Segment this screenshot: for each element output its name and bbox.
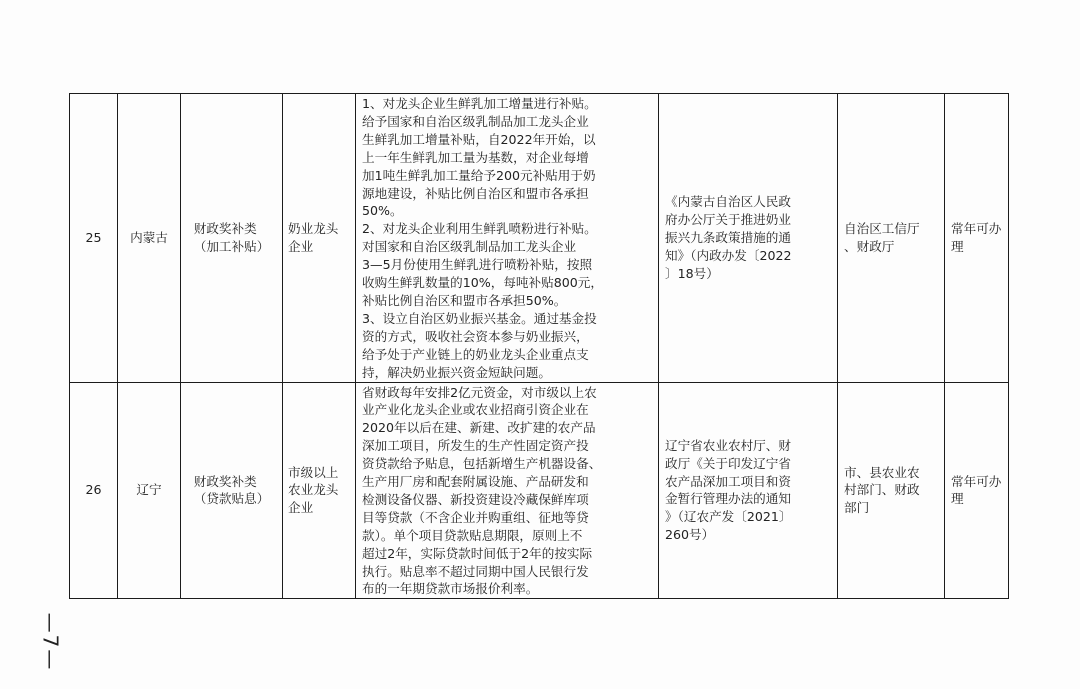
target-cell: 市级以上 农业龙头 企业: [283, 382, 356, 599]
department-cell: 自治区工信厅 、财政厅: [838, 94, 945, 383]
policy-basis-cell: 辽宁省农业农村厅、财 政厅《关于印发辽宁省 农产品深加工项目和资 金暂行管理办法的通知 》（辽农产发〔2021〕 260号）: [659, 382, 838, 599]
policy-table: [69, 93, 1009, 599]
handling-time-cell: 常年可办理: [945, 94, 1009, 383]
table-row: [70, 94, 1009, 383]
policy-type-cell: 财政奖补类 （贷款贴息）: [181, 382, 283, 599]
page-number: —7—: [38, 612, 63, 672]
table-row: [70, 382, 1009, 599]
department-cell: 市、县农业农 村部门、财政 部门: [838, 382, 945, 599]
region-cell: 辽宁: [118, 382, 181, 599]
policy-content-cell: 1、对龙头企业生鲜乳加工增量进行补贴。 给予国家和自治区级乳制品加工龙头企业 生鲜乳加工增量补贴，自2022年开始，以 上一年生鲜乳加工量为基数，对企业每增 加1吨生鲜乳加工量给予200元补贴用于奶 源地建设，补贴比例自治区和盟市各承担 50%。 2、对龙头企业利用生鲜乳喷粉进行补贴。 对国家和自治区级乳制品加工龙头企业 3—5月份使用生鲜乳进行喷粉补贴，按照 收购生鲜乳数量的10%，每吨补贴800元， 补贴比例自治区和盟市各承担50%。 3、设立自治区奶业振兴基金。通过基金投 资的方式，吸收社会资本参与奶业振兴， 给予处于产业链上的奶业龙头企业重点支 持，解决奶业振兴资金短缺问题。: [356, 94, 659, 383]
region-cell: 内蒙古: [118, 94, 181, 383]
policy-content-cell: 省财政每年安排2亿元资金，对市级以上农 业产业化龙头企业或农业招商引资企业在 2020年以后在建、新建、改扩建的农产品 深加工项目，所发生的生产性固定资产投 资贷款给予贴息，包括新增生产机器设备、 生产用厂房和配套附属设施、产品研发和 检测设备仪器、新投资建设冷藏保鲜库项 目等贷款（不含企业并购重组、征地等贷 款）。单个项目贷款贴息期限，原则上不 超过2年，实际贷款时间低于2年的按实际 执行。贴息率不超过同期中国人民银行发 布的一年期贷款市场报价利率。: [356, 382, 659, 599]
target-cell: 奶业龙头 企业: [283, 94, 356, 383]
row-number: 26: [70, 382, 118, 599]
handling-time-cell: 常年可办理: [945, 382, 1009, 599]
policy-type-cell: 财政奖补类 （加工补贴）: [181, 94, 283, 383]
row-number: 25: [70, 94, 118, 383]
policy-basis-cell: 《内蒙古自治区人民政 府办公厅关于推进奶业 振兴九条政策措施的通 知》（内政办发〔2022 〕18号）: [659, 94, 838, 383]
